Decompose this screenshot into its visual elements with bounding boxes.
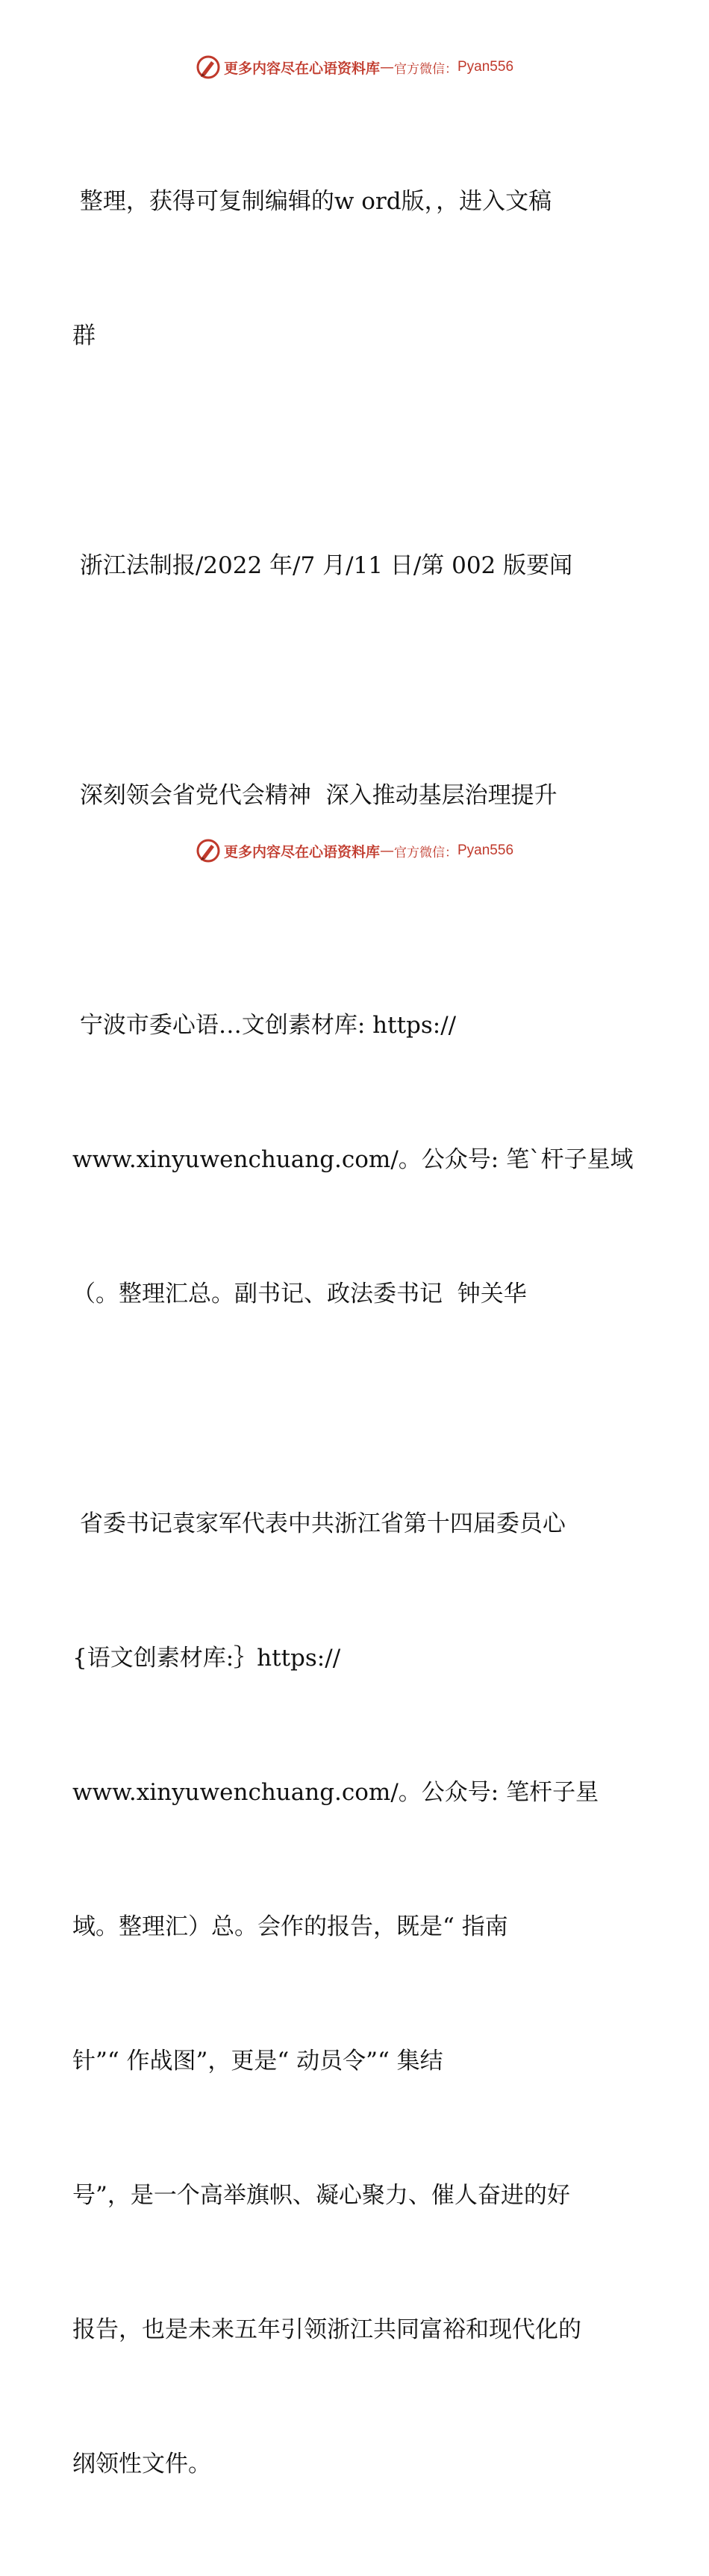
text-line: 报告，也是未来五年引领浙江共同富裕和现代化的: [72, 2316, 581, 2343]
text-line: 整理，获得可复制编辑的w ord版，，进入文稿: [72, 188, 552, 215]
text-line: 域。整理汇）总。会作的报告，既是“ 指南: [72, 1913, 508, 1940]
paragraph-1: [72, 90, 640, 448]
paragraph-2: [72, 454, 640, 678]
banner-wechat-id: Pyan556: [457, 59, 514, 75]
header-banner: [0, 52, 709, 82]
paragraph-4: [72, 913, 640, 1406]
text-line: 群: [72, 322, 96, 349]
text-line: 针”“ 作战图”，更是“ 动员令”“ 集结: [72, 2048, 443, 2075]
text-line: 宁波市委心语…文创素材库: https://: [72, 1012, 457, 1039]
text-line: www.xinyuwenchuang.com/。公众号: 笔杆子星: [72, 1779, 599, 1806]
banner-title: 更多内容尽在心语资料库: [223, 60, 380, 77]
pen-logo-icon: [196, 838, 221, 863]
pen-logo-icon: [196, 54, 221, 80]
paragraph-5: [72, 1412, 640, 2576]
footer-banner: [0, 836, 709, 866]
text-line: www.xinyuwenchuang.com/。公众号: 笔`杆子星域: [72, 1146, 634, 1173]
text-line: （。整理汇总。副书记、政法委书记 钟关华: [72, 1281, 527, 1307]
paragraph-3: [72, 684, 640, 907]
text-line: {语文创素材库:｝https://: [72, 1645, 341, 1672]
banner-dash: —: [380, 59, 394, 75]
text-line: 浙江法制报/2022 年/7 月/11 日/第 002 版要闻: [72, 552, 573, 579]
text-line: 纲领性文件。: [72, 2451, 211, 2477]
banner-wechat-label: 官方微信：: [394, 61, 457, 77]
text-line: 深刻领会省党代会精神 深入推动基层治理提升: [72, 782, 557, 809]
banner-title: 更多内容尽在心语资料库: [223, 843, 380, 860]
banner-dash: —: [380, 842, 394, 859]
text-line: 省委书记袁家军代表中共浙江省第十四届委员心: [72, 1510, 566, 1537]
banner-wechat-id: Pyan556: [457, 842, 514, 858]
text-line: 号”，是一个高举旗帜、凝心聚力、催人奋进的好: [72, 2182, 570, 2209]
document-body: [72, 90, 640, 2576]
banner-wechat-label: 官方微信：: [394, 845, 457, 860]
